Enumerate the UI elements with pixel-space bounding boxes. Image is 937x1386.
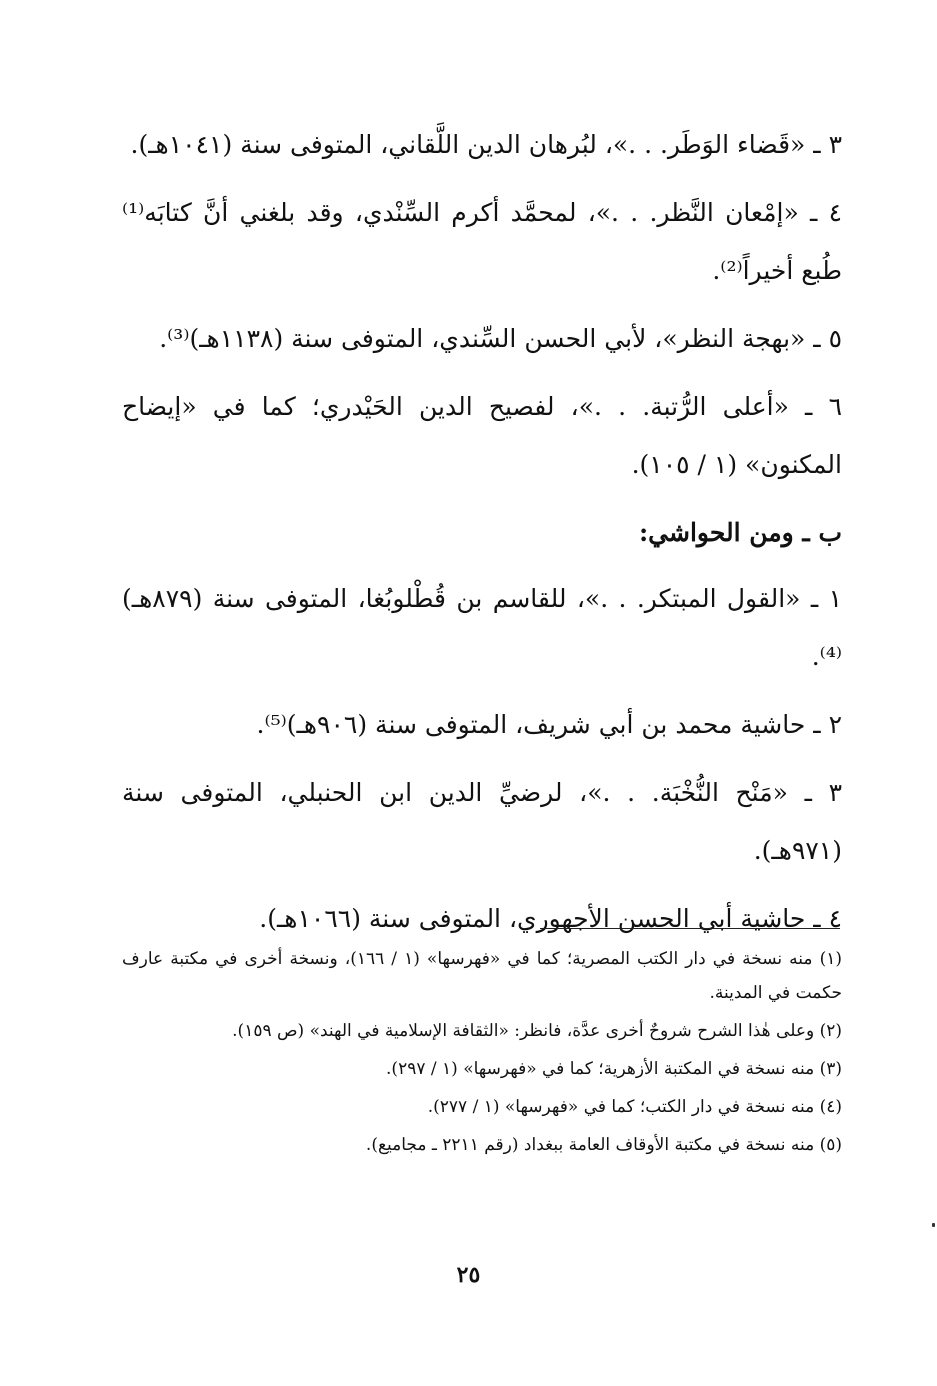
footnote: (٥) منه نسخة في مكتبة الأوقاف العامة ببغداد (رقم ٢٢١١ ـ مجاميع). xyxy=(365,1135,842,1155)
page-number: ٢٥ xyxy=(456,1262,481,1288)
footnote: (٢) وعلى هٰذا الشرح شروحٌ أخرى عدَّة، فانظر: «الثقافة الإسلامية في الهند» (ص ١٥٩). xyxy=(232,1021,842,1041)
list-item: ٣ ـ «مَنْح النُّخْبَة. . .»، لرضيِّ الدين ابن الحنبلي، المتوفى سنة (٩٧١هـ). xyxy=(122,778,842,865)
list-item: ٤ ـ «إمْعان النَّظر. . .»، لمحمَّد أكرم السِّنْدي، وقد بلغني أنَّ كتابَه⁽¹⁾ طُبع أخيراً⁽²⁾. xyxy=(122,198,842,285)
list-item: ٦ ـ «أعلى الرُّتبة. . .»، لفصيح الدين الحَيْدري؛ كما في «إيضاح المكنون» (١ / ١٠٥). xyxy=(122,392,842,479)
list-item: ٣ ـ «قَضاء الوَطَر. . .»، لبُرهان الدين اللَّقاني، المتوفى سنة (١٠٤١هـ). xyxy=(130,130,842,159)
footnote-divider xyxy=(540,928,840,929)
list-item: ٥ ـ «بهجة النظر»، لأبي الحسن السِّندي، المتوفى سنة (١١٣٨هـ)⁽³⁾. xyxy=(159,324,842,353)
scan-speck xyxy=(932,1223,935,1227)
list-item: ١ ـ «القول المبتكر. . .»، للقاسم بن قُطْلوبُغا، المتوفى سنة (٨٧٩هـ)⁽⁴⁾. xyxy=(122,584,842,671)
section-heading: ب ـ ومن الحواشي: xyxy=(638,518,842,547)
footnote: (٣) منه نسخة في المكتبة الأزهرية؛ كما في «فهرسها» (١ / ٢٩٧). xyxy=(386,1059,842,1079)
list-item: ٤ ـ حاشية أبي الحسن الأجهوري، المتوفى سنة (١٠٦٦هـ). xyxy=(259,904,842,933)
footnote: (١) منه نسخة في دار الكتب المصرية؛ كما في «فهرسها» (١ / ١٦٦)، ونسخة أخرى في مكتبة عارف حكمت في المدينة. xyxy=(122,949,842,1003)
footnote: (٤) منه نسخة في دار الكتب؛ كما في «فهرسها» (١ / ٢٧٧). xyxy=(427,1097,842,1117)
main-text xyxy=(122,116,842,958)
list-item: ٢ ـ حاشية محمد بن أبي شريف، المتوفى سنة (٩٠٦هـ)⁽⁵⁾. xyxy=(256,710,842,739)
footnotes xyxy=(122,942,842,1166)
